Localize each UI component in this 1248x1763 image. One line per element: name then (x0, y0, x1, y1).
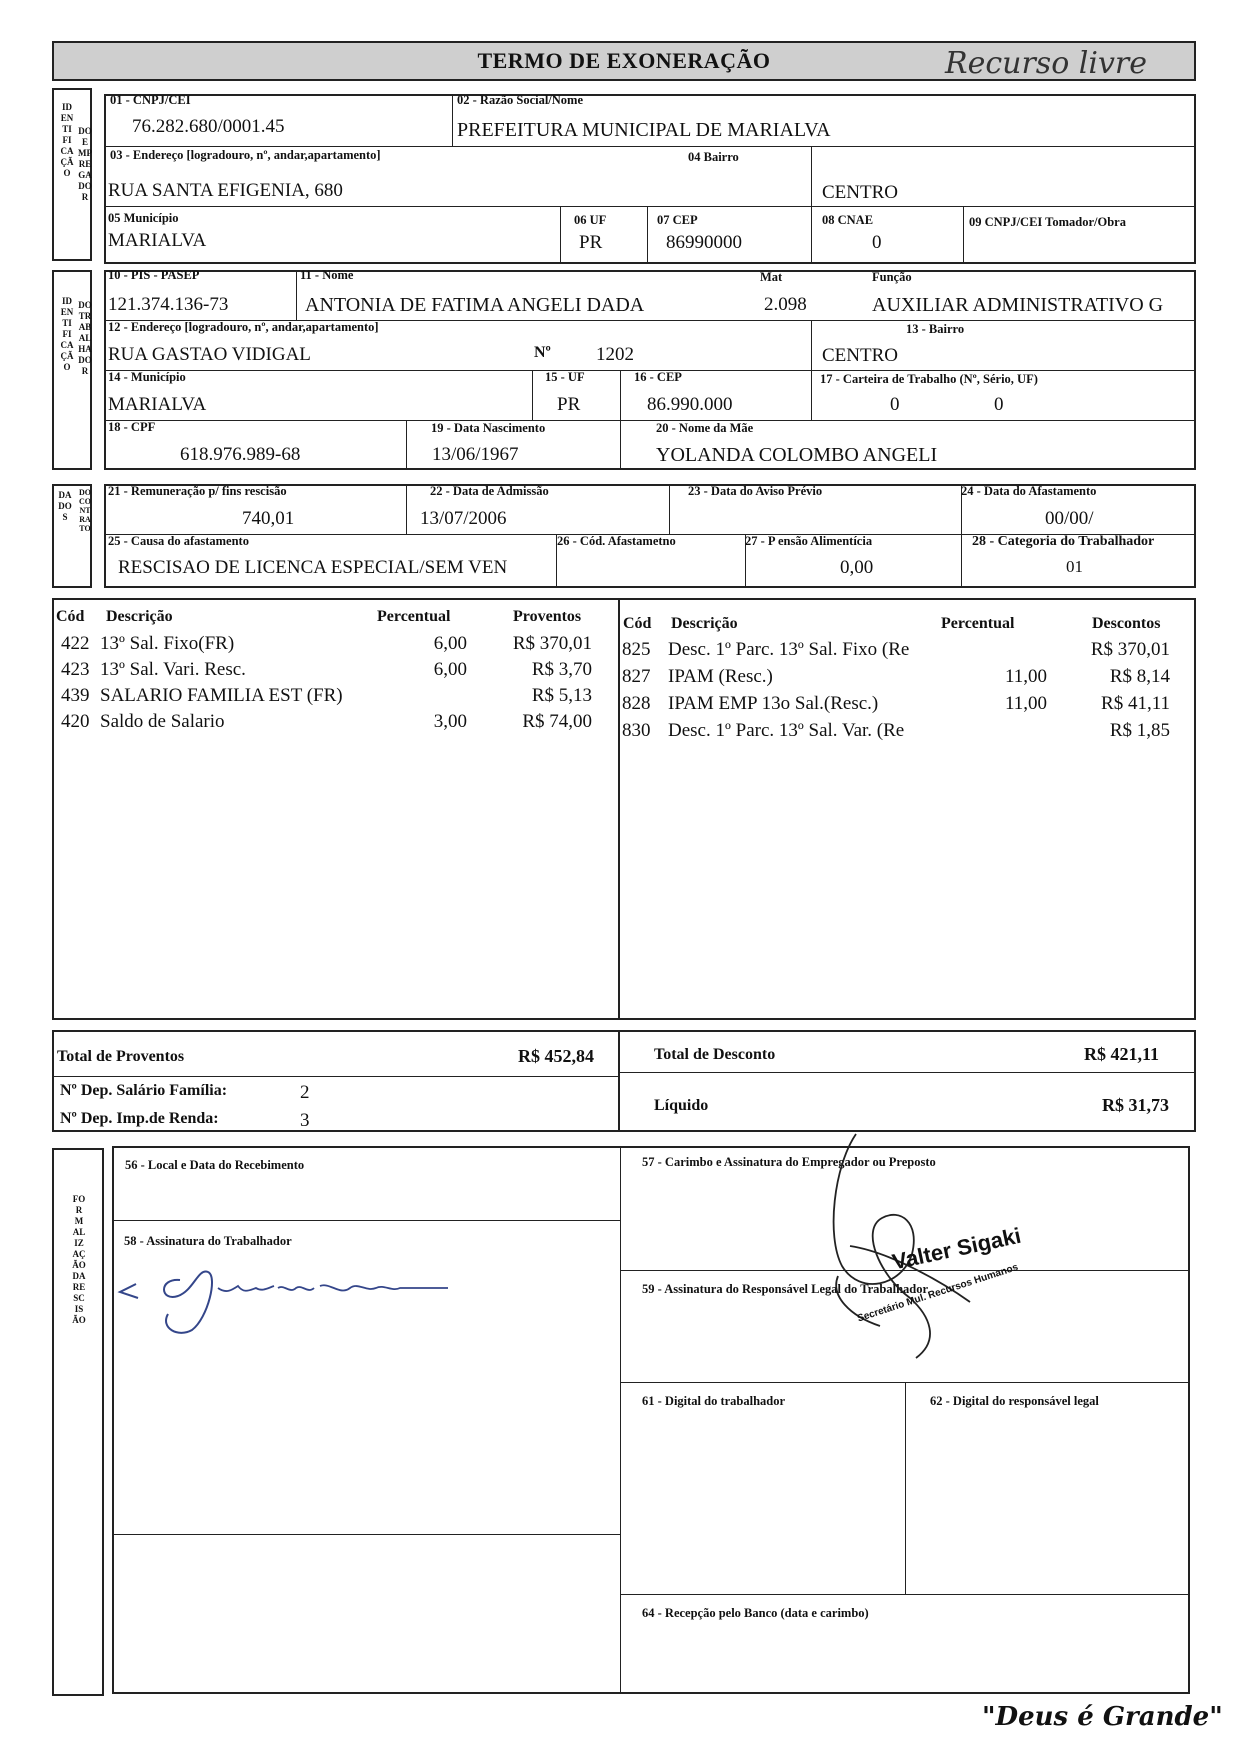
label-endereco-trabalhador: 12 - Endereço [logradouro, nº, andar,apartamento] (108, 320, 379, 334)
value-cpf: 618.976.989-68 (180, 444, 301, 465)
proventos-desc: 13º Sal. Fixo(FR) (100, 633, 235, 654)
label-digital-responsavel: 62 - Digital do responsável legal (930, 1394, 1099, 1408)
label-bairro-empregador: 04 Bairro (688, 150, 739, 164)
label-data-admissao: 22 - Data de Admissão (430, 484, 549, 498)
proventos-val: R$ 3,70 (531, 659, 592, 680)
label-cod-afastamento: 26 - Cód. Afastametno (557, 534, 676, 548)
descontos-val: R$ 1,85 (1109, 720, 1170, 741)
label-data-afastamento: 24 - Data do Afastamento (961, 484, 1097, 498)
descontos-cod: 830 (622, 720, 651, 741)
value-pis-pasep: 121.374.136-73 (108, 294, 229, 315)
value-razao-social: PREFEITURA MUNICIPAL DE MARIALVA (457, 119, 831, 141)
value-matricula: 2.098 (764, 294, 807, 315)
value-nome-mae: YOLANDA COLOMBO ANGELI (656, 444, 938, 466)
value-cep-trabalhador: 86.990.000 (647, 394, 733, 415)
value-cep-empregador: 86990000 (666, 232, 742, 253)
label-endereco-empregador: 03 - Endereço [logradouro, nº, andar,apartamento] (110, 148, 381, 162)
descontos-cod: 827 (622, 666, 651, 687)
label-pis-pasep: 10 - PIS - PASEP (108, 268, 200, 282)
value-carteira-serie: 0 (994, 394, 1004, 415)
worker-signature (108, 1258, 488, 1338)
proventos-val: R$ 74,00 (522, 711, 592, 732)
label-total-desconto: Total de Desconto (654, 1046, 776, 1063)
label-razao-social: 02 - Razão Social/Nome (457, 93, 584, 107)
label-local-data-recebimento: 56 - Local e Data do Recebimento (125, 1158, 305, 1172)
descontos-perc: 11,00 (1004, 666, 1047, 687)
label-data-nascimento: 19 - Data Nascimento (431, 421, 546, 435)
label-data-aviso-previo: 23 - Data do Aviso Prévio (688, 484, 823, 498)
proventos-desc: 13º Sal. Vari. Resc. (100, 659, 246, 680)
employer-side-label-b: DO EMPREGADOR (78, 126, 92, 202)
descontos-header-descricao: Descrição (671, 615, 738, 632)
proventos-perc: 6,00 (433, 659, 467, 680)
descontos-desc: Desc. 1º Parc. 13º Sal. Var. (Re (668, 720, 905, 741)
proventos-val: R$ 5,13 (531, 685, 592, 706)
descontos-cod: 825 (622, 639, 651, 660)
label-total-proventos: Total de Proventos (57, 1048, 185, 1065)
totals-section (52, 1030, 1196, 1132)
worker-side-label-b: DO TRABALHADOR (78, 300, 92, 376)
label-liquido: Líquido (654, 1097, 709, 1114)
value-cnpj: 76.282.680/0001.45 (132, 116, 285, 137)
label-cnpj-tomador: 09 CNPJ/CEI Tomador/Obra (969, 215, 1126, 229)
stamp-name: Valter Sigaki (890, 1222, 1024, 1275)
proventos-header-descricao: Descrição (106, 608, 173, 625)
value-data-nascimento: 13/06/1967 (432, 444, 519, 465)
stamp-role: Secretário Mul. Recursos Humanos (856, 1261, 1020, 1325)
label-nome: 11 - Nome (300, 268, 354, 282)
descontos-header-percentual: Percentual (941, 615, 1015, 632)
employer-side-label-a: IDENTIFICAÇÃO (60, 102, 74, 178)
value-pensao-alimenticia: 0,00 (840, 557, 874, 578)
proventos-header-percentual: Percentual (377, 608, 451, 625)
value-liquido: R$ 31,73 (1102, 1095, 1169, 1115)
label-cpf: 18 - CPF (108, 420, 156, 434)
value-endereco-empregador: RUA SANTA EFIGENIA, 680 (108, 180, 343, 201)
descontos-desc: IPAM (Resc.) (668, 666, 773, 687)
descontos-header-cod: Cód (623, 615, 652, 632)
label-numero: Nº (534, 344, 551, 361)
footer-motto: "Deus é Grande" (982, 1702, 1223, 1732)
value-remuneracao: 740,01 (242, 508, 295, 529)
value-data-afastamento: 00/00/ (1045, 508, 1094, 529)
label-municipio-empregador: 05 Município (108, 211, 179, 225)
value-causa-afastamento: RESCISAO DE LICENCA ESPECIAL/SEM VEN (118, 557, 508, 578)
label-uf-trabalhador: 15 - UF (545, 370, 585, 384)
contract-side-label-b: DO CONTRATO (79, 488, 91, 533)
label-causa-afastamento: 25 - Causa do afastamento (108, 534, 249, 548)
handwritten-annotation: Recurso livre (945, 46, 1148, 81)
label-carimbo-empregador: 57 - Carimbo e Assinatura do Empregador ou Preposto (642, 1155, 936, 1169)
value-categoria-trabalhador: 01 (1066, 557, 1083, 576)
value-dep-salario-familia: 2 (300, 1082, 310, 1103)
descontos-perc: 11,00 (1004, 693, 1047, 714)
value-uf-trabalhador: PR (557, 394, 581, 415)
label-nome-mae: 20 - Nome da Mãe (656, 421, 754, 435)
proventos-perc: 3,00 (433, 711, 467, 732)
descontos-header-descontos: Descontos (1092, 615, 1161, 632)
label-assinatura-trabalhador: 58 - Assinatura do Trabalhador (124, 1234, 292, 1248)
descontos-desc: IPAM EMP 13o Sal.(Resc.) (668, 693, 879, 714)
label-pensao-alimenticia: 27 - P ensão Alimentícia (745, 534, 873, 548)
proventos-cod: 423 (61, 659, 90, 680)
document-title: TERMO DE EXONERAÇÃO (477, 48, 771, 73)
descontos-desc: Desc. 1º Parc. 13º Sal. Fixo (Re (668, 639, 910, 660)
value-cnae: 0 (872, 232, 882, 253)
proventos-perc: 6,00 (433, 633, 467, 654)
value-funcao: AUXILIAR ADMINISTRATIVO G (872, 294, 1164, 316)
proventos-desc: Saldo de Salario (100, 711, 225, 732)
label-cep-empregador: 07 CEP (657, 213, 698, 227)
value-total-proventos: R$ 452,84 (518, 1046, 594, 1066)
value-municipio-trabalhador: MARIALVA (108, 394, 207, 415)
label-municipio-trabalhador: 14 - Município (108, 370, 186, 384)
label-funcao: Função (872, 270, 912, 284)
value-uf-empregador: PR (579, 232, 603, 253)
label-digital-trabalhador: 61 - Digital do trabalhador (642, 1394, 786, 1408)
proventos-cod: 420 (61, 711, 90, 732)
descontos-val: R$ 41,11 (1101, 693, 1170, 714)
label-remuneracao: 21 - Remuneração p/ fins rescisão (108, 484, 287, 498)
descontos-val: R$ 370,01 (1090, 639, 1170, 660)
value-carteira-numero: 0 (890, 394, 900, 415)
proventos-header-proventos: Proventos (513, 608, 582, 625)
descontos-cod: 828 (622, 693, 651, 714)
descontos-val: R$ 8,14 (1109, 666, 1170, 687)
label-cep-trabalhador: 16 - CEP (634, 370, 682, 384)
value-total-desconto: R$ 421,11 (1084, 1044, 1160, 1064)
label-recepcao-banco: 64 - Recepção pelo Banco (data e carimbo) (642, 1606, 869, 1620)
label-cnpj: 01 - CNPJ/CEI (110, 93, 191, 107)
value-data-admissao: 13/07/2006 (420, 508, 507, 529)
formal-side-label: FORMALIZAÇÃO DA RESCISÃO (72, 1194, 86, 1325)
value-dep-imp-renda: 3 (300, 1110, 310, 1131)
value-municipio-empregador: MARIALVA (108, 230, 207, 251)
value-nome: ANTONIA DE FATIMA ANGELI DADA (305, 294, 645, 316)
contract-side-label-a: DADOS (58, 490, 72, 522)
proventos-val: R$ 370,01 (512, 633, 592, 654)
label-dep-imp-renda: Nº Dep. Imp.de Renda: (60, 1110, 219, 1127)
proventos-desc: SALARIO FAMILIA EST (FR) (100, 685, 343, 706)
label-dep-salario-familia: Nº Dep. Salário Família: (60, 1082, 228, 1099)
label-cnae: 08 CNAE (822, 213, 874, 227)
value-endereco-trabalhador: RUA GASTAO VIDIGAL (108, 344, 311, 365)
value-bairro-trabalhador: CENTRO (822, 345, 898, 366)
label-uf-empregador: 06 UF (574, 213, 607, 227)
value-numero: 1202 (596, 344, 634, 365)
label-categoria-trabalhador: 28 - Categoria do Trabalhador (972, 534, 1155, 549)
label-assinatura-responsavel: 59 - Assinatura do Responsável Legal do Trabalhador (642, 1282, 929, 1296)
label-matricula: Mat (760, 270, 783, 284)
label-bairro-trabalhador: 13 - Bairro (906, 322, 965, 336)
label-carteira-trabalho: 17 - Carteira de Trabalho (Nº, Sério, UF) (820, 372, 1038, 386)
proventos-cod: 439 (61, 685, 90, 706)
worker-side-label-a: IDENTIFICAÇÃO (60, 296, 74, 372)
proventos-cod: 422 (61, 633, 90, 654)
value-bairro-empregador: CENTRO (822, 182, 898, 203)
proventos-header-cod: Cód (56, 608, 85, 625)
